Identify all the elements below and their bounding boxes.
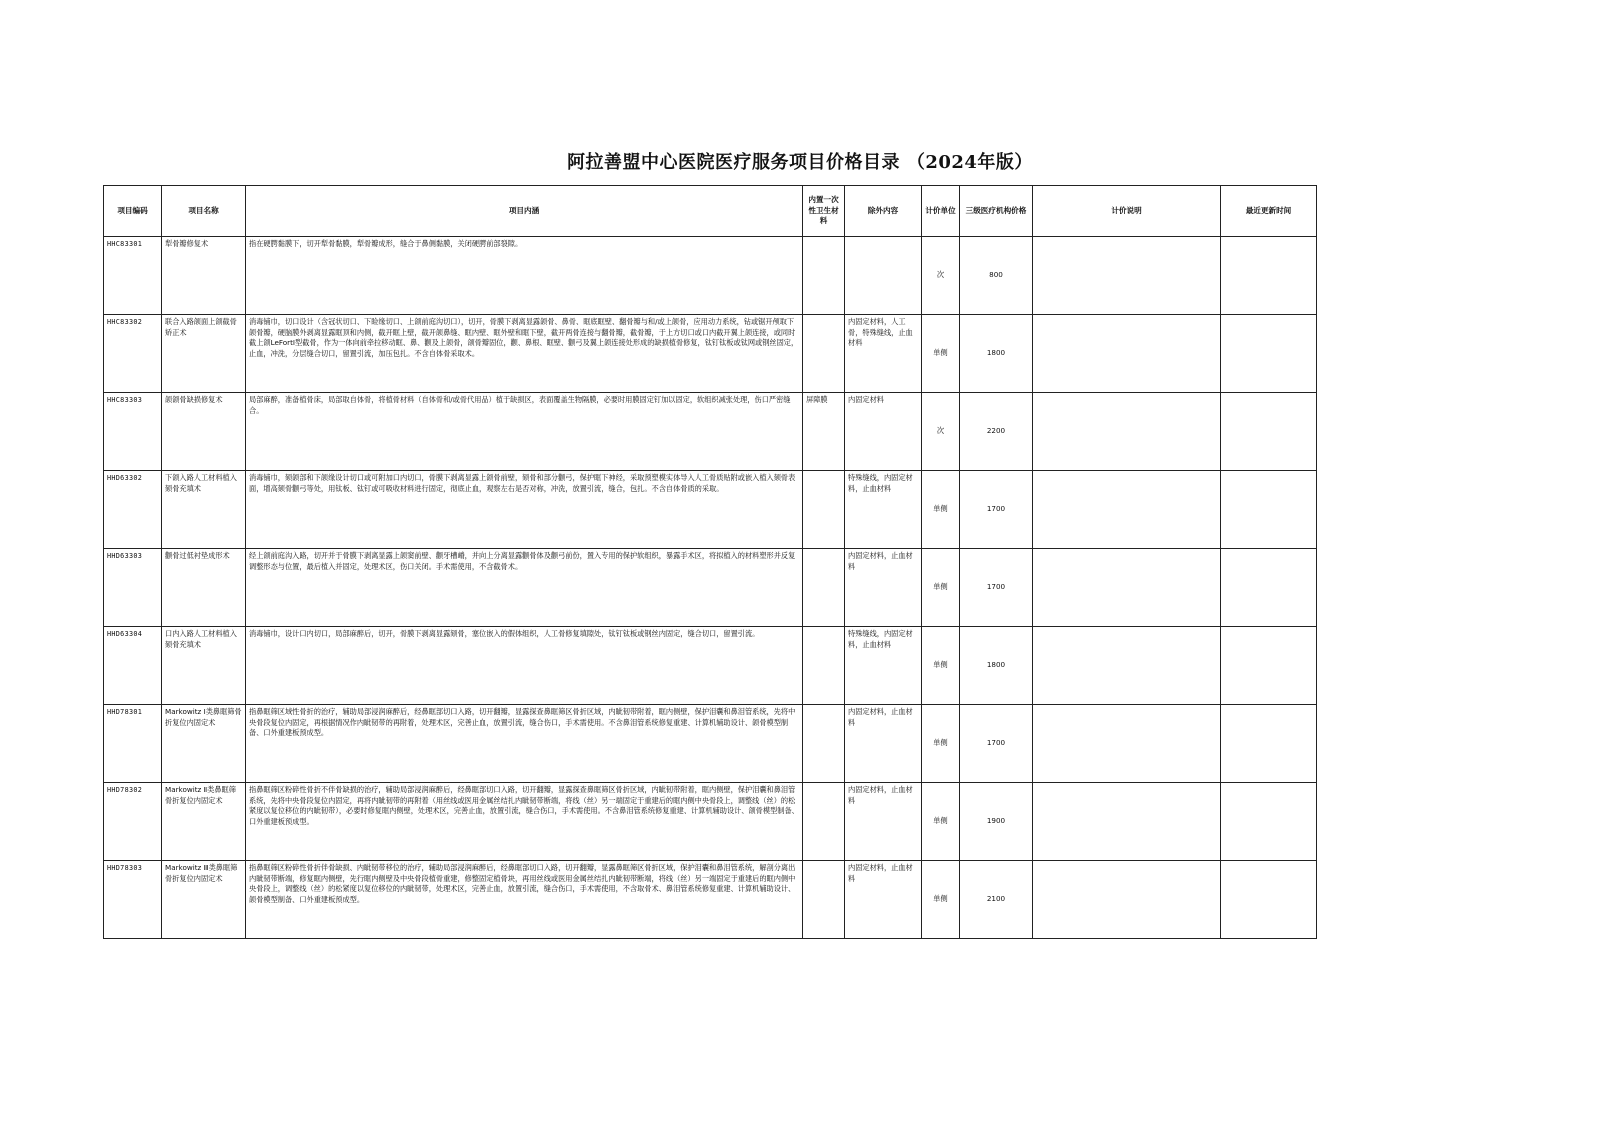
cell-content: 局部麻醉，准备植骨床，局部取自体骨，将植骨材料（自体骨和/或骨代用品）植于缺损区，表面覆盖生物隔膜，必要时用膜固定钉加以固定，软组织减张处理，伤口严密缝合。 <box>246 393 803 471</box>
cell-note <box>1033 861 1221 939</box>
cell-updated <box>1221 861 1317 939</box>
header-note: 计价说明 <box>1033 186 1221 237</box>
cell-excluded: 内固定材料，人工骨，特殊缝线，止血材料 <box>845 315 922 393</box>
cell-updated <box>1221 783 1317 861</box>
cell-unit: 单侧 <box>922 705 960 783</box>
table-row <box>104 393 1317 471</box>
header-name: 项目名称 <box>162 186 246 237</box>
cell-updated <box>1221 705 1317 783</box>
cell-name: 口内入路人工材料植入颏骨充填术 <box>162 627 246 705</box>
cell-name: 颌颌骨缺损修复术 <box>162 393 246 471</box>
table-row <box>104 237 1317 315</box>
cell-price: 800 <box>960 237 1033 315</box>
header-consumable: 内置一次性卫生材料 <box>803 186 845 237</box>
cell-updated <box>1221 627 1317 705</box>
cell-content: 指鼻眶筛区粉碎性骨折伴骨缺损、内眦韧带移位的治疗，辅助局部浸润麻醉后，经鼻眶部切口入路，切开翻瓣，显露鼻眶筛区骨折区域，保护泪囊和鼻泪管系统，解剖分离出内眦韧带断端，修复眶内侧壁，先行眶内侧壁及中央骨段植骨重建，修整固定植骨块，再用丝线或医用金属丝结扎内眦韧带断端，将线（丝）另一端固定于重建后的眶内侧中央骨段上，调整线（丝）的松紧度以复位移位的内眦韧带，处理术区，完善止血，放置引流，缝合伤口，手术需使用，不含取骨术、鼻泪管系统修复重建、计算机辅助设计、颌骨模型制备、口外重建板预成型。 <box>246 861 803 939</box>
table-row <box>104 471 1317 549</box>
cell-name: Markowitz Ⅱ类鼻眶筛骨折复位内固定术 <box>162 783 246 861</box>
cell-excluded: 内固定材料，止血材料 <box>845 783 922 861</box>
cell-unit: 次 <box>922 393 960 471</box>
cell-code: HHD78301 <box>104 705 162 783</box>
cell-price: 1700 <box>960 471 1033 549</box>
cell-name: 犁骨瓣修复术 <box>162 237 246 315</box>
cell-consumable <box>803 549 845 627</box>
cell-consumable <box>803 705 845 783</box>
cell-updated <box>1221 315 1317 393</box>
cell-note <box>1033 315 1221 393</box>
cell-consumable <box>803 627 845 705</box>
header-excluded: 除外内容 <box>845 186 922 237</box>
cell-excluded: 特殊缝线，内固定材料，止血材料 <box>845 627 922 705</box>
table-row <box>104 783 1317 861</box>
cell-code: HHC83303 <box>104 393 162 471</box>
cell-content: 指在硬腭黏膜下，切开犁骨黏膜，犁骨瓣成形，缝合于鼻侧黏膜，关闭硬腭前部裂隙。 <box>246 237 803 315</box>
cell-consumable <box>803 237 845 315</box>
header-content: 项目内涵 <box>246 186 803 237</box>
cell-updated <box>1221 471 1317 549</box>
price-table <box>103 185 1317 939</box>
header-updated: 最近更新时间 <box>1221 186 1317 237</box>
cell-consumable <box>803 471 845 549</box>
cell-note <box>1033 393 1221 471</box>
cell-price: 1700 <box>960 549 1033 627</box>
cell-price: 1800 <box>960 627 1033 705</box>
header-code: 项目编码 <box>104 186 162 237</box>
cell-excluded <box>845 237 922 315</box>
cell-price: 1900 <box>960 783 1033 861</box>
cell-unit: 单侧 <box>922 783 960 861</box>
cell-content: 指鼻眶筛区域性骨折的治疗，辅助局部浸润麻醉后，经鼻眶部切口入路，切开翻瓣，显露探查鼻眶筛区骨折区域，内眦韧带附着，眶内侧壁，保护泪囊和鼻泪管系统，先将中央骨段复位内固定，再根据情况作内眦韧带的再附着，处理术区，完善止血，放置引流，缝合伤口，手术需使用。不含鼻泪管系统修复重建、计算机辅助设计、颌骨模型制备、口外重建板预成型。 <box>246 705 803 783</box>
cell-name: 联合入路颌面上颌截骨矫正术 <box>162 315 246 393</box>
cell-note <box>1033 783 1221 861</box>
header-row <box>104 186 1317 237</box>
cell-price: 2100 <box>960 861 1033 939</box>
cell-code: HHD63302 <box>104 471 162 549</box>
cell-name: 下颌入路人工材料植入颏骨充填术 <box>162 471 246 549</box>
table-row <box>104 315 1317 393</box>
cell-note <box>1033 549 1221 627</box>
cell-price: 1700 <box>960 705 1033 783</box>
cell-name: Markowitz Ⅲ类鼻眶筛骨折复位内固定术 <box>162 861 246 939</box>
cell-excluded: 内固定材料，止血材料 <box>845 705 922 783</box>
page-title: 阿拉善盟中心医院医疗服务项目价格目录 （2024年版） <box>567 152 1033 173</box>
cell-content: 消毒铺巾，颏颌部和下颌缘设计切口或可附加口内切口，骨膜下剥离显露上颌骨前壁，颏骨和部分颧弓，保护眶下神经，采取预塑模实体导入人工骨质贴附或嵌入植入颏骨表面，增高颏骨颧弓等处，用钛板、钛钉或可吸收材料进行固定，彻底止血，观察左右是否对称，冲洗，放置引流，缝合，包扎。不含自体骨质的采取。 <box>246 471 803 549</box>
header-price: 三级医疗机构价格 <box>960 186 1033 237</box>
cell-unit: 单侧 <box>922 627 960 705</box>
table-row <box>104 549 1317 627</box>
table-row <box>104 861 1317 939</box>
cell-price: 1800 <box>960 315 1033 393</box>
cell-price: 2200 <box>960 393 1033 471</box>
cell-excluded: 内固定材料 <box>845 393 922 471</box>
cell-updated <box>1221 237 1317 315</box>
cell-note <box>1033 471 1221 549</box>
cell-code: HHD78303 <box>104 861 162 939</box>
cell-unit: 单侧 <box>922 861 960 939</box>
cell-excluded: 内固定材料，止血材料 <box>845 861 922 939</box>
cell-code: HHC83302 <box>104 315 162 393</box>
cell-updated <box>1221 549 1317 627</box>
cell-code: HHD78302 <box>104 783 162 861</box>
cell-consumable <box>803 861 845 939</box>
table-row <box>104 627 1317 705</box>
cell-excluded: 内固定材料，止血材料 <box>845 549 922 627</box>
table-row <box>104 705 1317 783</box>
cell-excluded: 特殊缝线，内固定材料，止血材料 <box>845 471 922 549</box>
cell-unit: 单侧 <box>922 471 960 549</box>
header-unit: 计价单位 <box>922 186 960 237</box>
cell-content: 消毒铺巾，设计口内切口，局部麻醉后，切开，骨膜下剥离显露颏骨，塞位嵌入的假体组织，人工骨修复填隙处，钛钉钛板或钢丝内固定，缝合切口，留置引流。 <box>246 627 803 705</box>
cell-unit: 单侧 <box>922 549 960 627</box>
cell-name: 颧骨过低衬垫成形术 <box>162 549 246 627</box>
cell-unit: 单侧 <box>922 315 960 393</box>
cell-code: HHC83301 <box>104 237 162 315</box>
cell-content: 消毒铺巾，切口设计（含冠状切口、下睑缘切口、上颌前庭沟切口），切开，骨膜下剥离显露颌骨、鼻骨、眶底眶壁、翻骨瓣与和/或上颌骨，应用动力系统，钻或锯开颅取下颌骨瓣，硬脑膜外剥离显露眶顶和内侧，截开眶上壁，截开颌鼻缝、眶内壁、眶外壁和眶下壁，截开两骨连接与翻骨瓣，截骨瓣，于上方切口或口内截开翼上颌连接，或同时截上颌LeFortI型截骨，作为一体向前牵拉移动眶、鼻、颧及上颌骨，颌骨瓣固位，颧、鼻根、眶壁、颧弓及翼上颌连接处形成的缺损植骨修复，钛钉钛板或钛网或钢丝固定，止血，冲洗，分层缝合切口，留置引流，加压包扎。不含自体骨采取术。 <box>246 315 803 393</box>
cell-consumable: 屏障膜 <box>803 393 845 471</box>
cell-note <box>1033 705 1221 783</box>
cell-consumable <box>803 315 845 393</box>
cell-consumable <box>803 783 845 861</box>
cell-content: 经上颌前庭沟入路，切开并于骨膜下剥离显露上颌窦前壁、颧牙槽嵴，并向上分离显露颧骨体及颧弓前份，置入专用的保护软组织，暴露手术区，将拟植入的材料塑形并反复调整形态与位置，最后植入并固定，处理术区，伤口关闭。手术需使用，不含截骨术。 <box>246 549 803 627</box>
cell-code: HHD63303 <box>104 549 162 627</box>
cell-name: Markowitz Ⅰ类鼻眶筛骨折复位内固定术 <box>162 705 246 783</box>
cell-content: 指鼻眶筛区粉碎性骨折不伴骨缺损的治疗，辅助局部浸润麻醉后，经鼻眶部切口入路，切开翻瓣，显露探查鼻眶筛区骨折区域，内眦韧带附着，眶内侧壁，保护泪囊和鼻泪管系统，先将中央骨段复位内固定，再将内眦韧带的再附着（用丝线或医用金属丝结扎内眦韧带断端，将线（丝）另一端固定于重建后的眶内侧中央骨段上，调整线（丝）的松紧度以复位移位的内眦韧带），必要时修复眶内侧壁，处理术区，完善止血，放置引流，缝合伤口，手术需使用。不含鼻泪管系统修复重建、计算机辅助设计、颌骨模型制备、口外重建板预成型。 <box>246 783 803 861</box>
cell-unit: 次 <box>922 237 960 315</box>
cell-note <box>1033 237 1221 315</box>
cell-code: HHD63304 <box>104 627 162 705</box>
cell-updated <box>1221 393 1317 471</box>
cell-note <box>1033 627 1221 705</box>
